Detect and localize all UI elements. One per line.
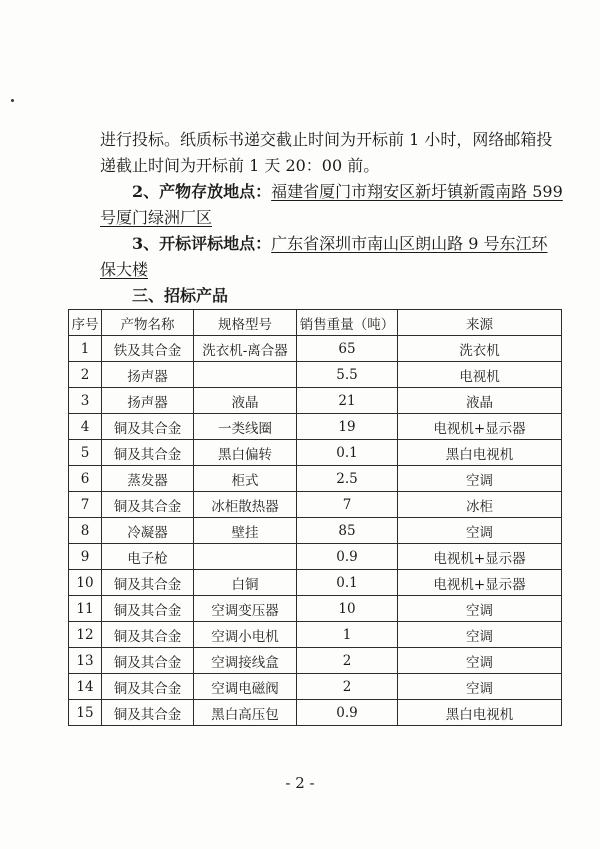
cell-serial-no: 2 [69,362,102,388]
cell-sales-weight: 0.9 [297,544,398,570]
cell-product-name: 铜及其合金 [102,596,194,622]
cell-sales-weight: 85 [297,518,398,544]
table-row [69,700,562,726]
cell-serial-no: 9 [69,544,102,570]
cell-spec-model: 空调变压器 [194,596,297,622]
table-row [69,544,562,570]
cell-product-name: 铜及其合金 [102,440,194,466]
table-row [69,674,562,700]
cell-source: 空调 [398,518,562,544]
cell-source: 黑白电视机 [398,700,562,726]
cell-product-name: 扬声器 [102,362,194,388]
cell-sales-weight: 65 [297,336,398,362]
storage-location-label: 2、产物存放地点： [132,182,272,201]
storage-location-address-continued: 号厦门绿洲厂区 [100,208,213,227]
cell-source: 空调 [398,674,562,700]
table-row [69,648,562,674]
cell-spec-model: 壁挂 [194,518,297,544]
table-row [69,596,562,622]
bid-venue-line [100,231,570,257]
cell-sales-weight: 0.1 [297,440,398,466]
bid-venue-address: 广东省深圳市南山区朗山路 9 号东江环 [271,234,548,253]
cell-sales-weight: 0.1 [297,570,398,596]
cell-product-name: 铁及其合金 [102,336,194,362]
storage-location-line-continued [100,205,570,231]
cell-product-name: 冷凝器 [102,518,194,544]
cell-serial-no: 15 [69,700,102,726]
header-sales-weight: 销售重量（吨） [297,310,398,336]
bid-venue-label: 3、开标评标地点： [132,234,272,253]
cell-spec-model: 一类线圈 [194,414,297,440]
table-row [69,622,562,648]
cell-spec-model: 洗衣机-离合器 [194,336,297,362]
section-heading: 三、招标产品 [132,286,229,305]
cell-serial-no: 14 [69,674,102,700]
cell-serial-no: 10 [69,570,102,596]
bid-venue-line-continued [100,257,570,283]
cell-serial-no: 11 [69,596,102,622]
submission-notice-line-2: 递截止时间为开标前 1 天 20：00 前。 [100,156,380,175]
body-text [100,127,570,309]
cell-source: 空调 [398,622,562,648]
product-table [68,309,562,726]
cell-serial-no: 8 [69,518,102,544]
cell-spec-model: 液晶 [194,388,297,414]
cell-sales-weight: 2.5 [297,466,398,492]
submission-notice-line-1: 进行投标。纸质标书递交截止时间为开标前 1 小时，网络邮箱投 [100,130,553,149]
cell-spec-model: 空调电磁阀 [194,674,297,700]
cell-product-name: 蒸发器 [102,466,194,492]
cell-serial-no: 1 [69,336,102,362]
cell-sales-weight: 10 [297,596,398,622]
cell-source: 液晶 [398,388,562,414]
cell-sales-weight: 2 [297,648,398,674]
scan-mark [11,99,14,102]
cell-serial-no: 4 [69,414,102,440]
cell-sales-weight: 19 [297,414,398,440]
cell-source: 电视机+显示器 [398,544,562,570]
cell-serial-no: 7 [69,492,102,518]
header-source: 来源 [398,310,562,336]
bid-venue-address-continued: 保大楼 [100,260,149,279]
cell-source: 空调 [398,596,562,622]
cell-product-name: 铜及其合金 [102,414,194,440]
page-number: - 2 - [285,774,315,792]
cell-product-name: 电子枪 [102,544,194,570]
table-row [69,518,562,544]
cell-serial-no: 12 [69,622,102,648]
cell-source: 空调 [398,466,562,492]
header-product-name: 产物名称 [102,310,194,336]
cell-source: 洗衣机 [398,336,562,362]
header-spec-model: 规格型号 [194,310,297,336]
table-row [69,440,562,466]
table-row [69,492,562,518]
cell-product-name: 铜及其合金 [102,492,194,518]
cell-spec-model: 空调接线盒 [194,648,297,674]
cell-source: 空调 [398,648,562,674]
storage-location-address: 福建省厦门市翔安区新圩镇新霞南路 599 [271,182,563,201]
cell-sales-weight: 2 [297,674,398,700]
cell-spec-model: 冰柜散热器 [194,492,297,518]
cell-sales-weight: 5.5 [297,362,398,388]
cell-serial-no: 3 [69,388,102,414]
cell-sales-weight: 0.9 [297,700,398,726]
cell-product-name: 铜及其合金 [102,674,194,700]
cell-product-name: 铜及其合金 [102,648,194,674]
cell-serial-no: 13 [69,648,102,674]
cell-spec-model [194,544,297,570]
table-row [69,570,562,596]
cell-source: 电视机+显示器 [398,414,562,440]
header-serial-no: 序号 [69,310,102,336]
cell-source: 冰柜 [398,492,562,518]
cell-product-name: 铜及其合金 [102,622,194,648]
cell-source: 电视机 [398,362,562,388]
table-row [69,388,562,414]
cell-spec-model: 柜式 [194,466,297,492]
cell-product-name: 铜及其合金 [102,700,194,726]
cell-spec-model: 白铜 [194,570,297,596]
table-header-row [69,310,562,336]
storage-location-line [100,179,570,205]
cell-spec-model: 空调小电机 [194,622,297,648]
cell-source: 黑白电视机 [398,440,562,466]
cell-sales-weight: 21 [297,388,398,414]
cell-spec-model [194,362,297,388]
cell-serial-no: 5 [69,440,102,466]
table-row [69,414,562,440]
cell-source: 电视机+显示器 [398,570,562,596]
cell-product-name: 扬声器 [102,388,194,414]
cell-sales-weight: 7 [297,492,398,518]
cell-sales-weight: 1 [297,622,398,648]
cell-spec-model: 黑白偏转 [194,440,297,466]
table-row [69,466,562,492]
cell-serial-no: 6 [69,466,102,492]
table-row [69,362,562,388]
table-row [69,336,562,362]
cell-spec-model: 黑白高压包 [194,700,297,726]
cell-product-name: 铜及其合金 [102,570,194,596]
